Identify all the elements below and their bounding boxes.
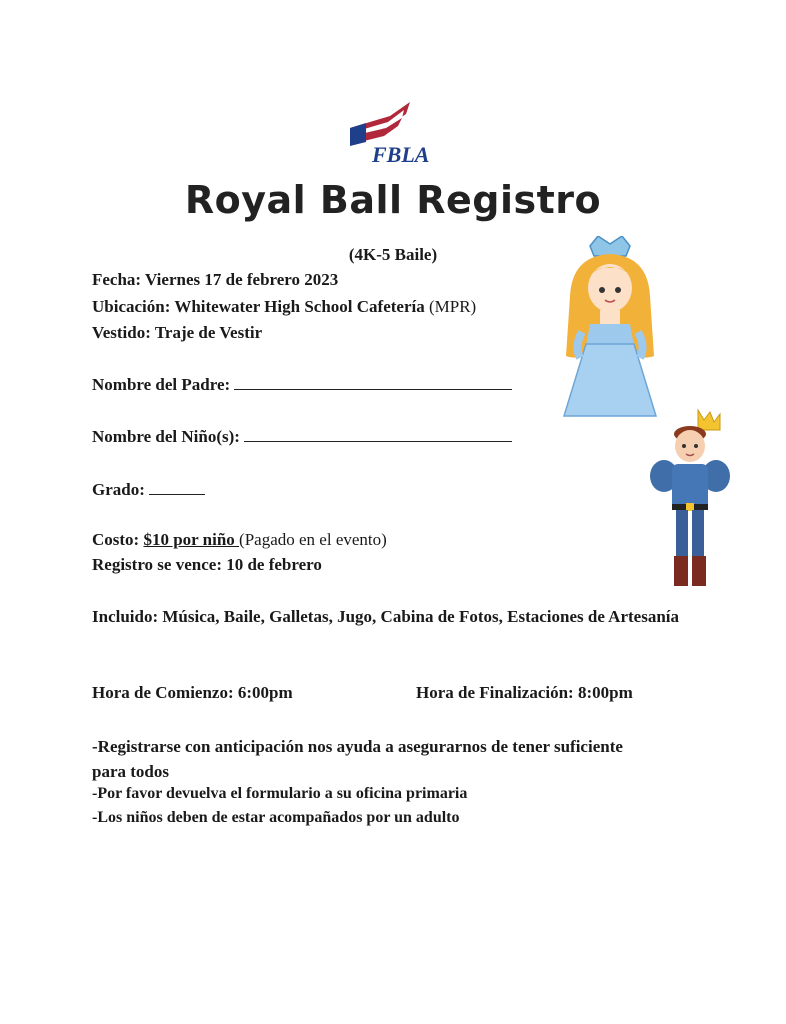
nino-label: Nombre del Niño(s):	[92, 427, 240, 446]
costo-label: Costo:	[92, 530, 144, 549]
note-item: -Por favor devuelva el formulario a su oficina primaria	[92, 785, 468, 802]
grado-label: Grado:	[92, 480, 145, 499]
nino-field	[92, 427, 512, 447]
princess-illustration	[560, 236, 660, 426]
ubicacion-line	[92, 297, 476, 317]
nino-input-line[interactable]	[244, 427, 512, 442]
prince-icon	[640, 408, 740, 598]
deadline-line: Registro se vence: 10 de febrero	[92, 555, 322, 574]
costo-amount: $10 por niño	[143, 530, 240, 549]
logo-text: FBLA	[372, 142, 430, 167]
end-time: Hora de Finalización: 8:00pm	[416, 683, 633, 702]
costo-note: (Pagado en el evento)	[239, 530, 387, 549]
grado-field	[92, 480, 205, 500]
start-time: Hora de Comienzo: 6:00pm	[92, 683, 293, 702]
costo-line	[92, 530, 387, 550]
grado-input-line[interactable]	[149, 480, 205, 495]
fecha-line: Fecha: Viernes 17 de febrero 2023	[92, 270, 339, 289]
prince-illustration	[640, 408, 740, 598]
page-subtitle: (4K-5 Baile)	[348, 245, 438, 264]
note-item: -Registrarse con anticipación nos ayuda a asegurarnos de tener suficiente para todos	[92, 737, 623, 781]
fbla-flag-icon	[346, 98, 436, 168]
padre-field	[92, 375, 512, 395]
ubicacion-text: Ubicación: Whitewater High School Cafetería	[92, 297, 425, 316]
note-item: -Los niños deben de estar acompañados por un adulto	[92, 809, 460, 826]
princess-icon	[560, 236, 660, 426]
fbla-logo	[346, 98, 436, 168]
padre-input-line[interactable]	[234, 375, 512, 390]
vestido-line: Vestido: Traje de Vestir	[92, 323, 263, 342]
page-title: Royal Ball Registro	[184, 178, 602, 222]
padre-label: Nombre del Padre:	[92, 375, 231, 394]
included-text: Incluido: Música, Baile, Galletas, Jugo, Cabina de Fotos, Estaciones de Artesanía	[92, 607, 679, 626]
ubicacion-suffix: (MPR)	[424, 297, 477, 316]
